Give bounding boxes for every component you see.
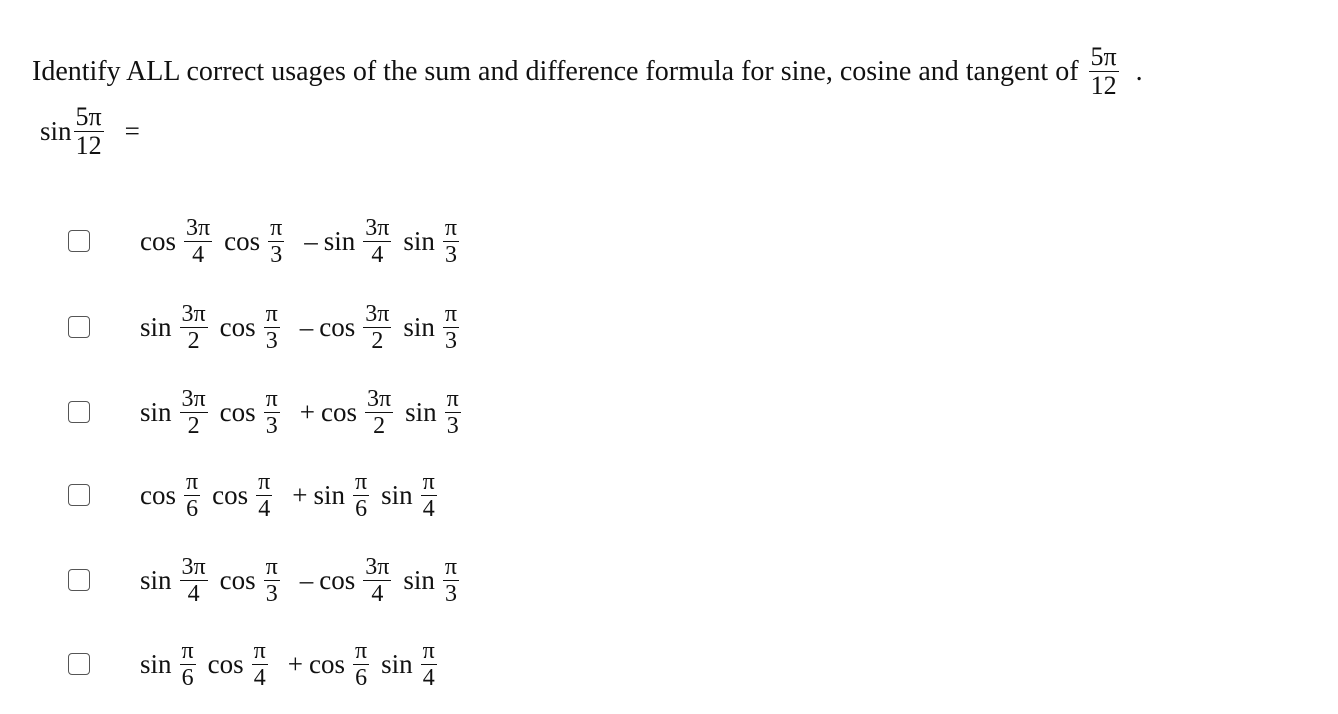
fraction-denominator: 4 bbox=[253, 664, 266, 691]
answer-option[interactable] bbox=[68, 550, 471, 610]
answer-option[interactable] bbox=[68, 211, 471, 271]
fraction-denominator: 3 bbox=[444, 241, 457, 268]
term-angle-fraction bbox=[443, 555, 459, 606]
term-function: sin bbox=[381, 479, 413, 510]
fraction-numerator: 5π bbox=[75, 102, 102, 131]
term-angle-fraction bbox=[443, 216, 459, 267]
term-angle-fraction bbox=[268, 216, 284, 267]
fraction-numerator: π bbox=[444, 214, 458, 241]
term-function: cos bbox=[319, 564, 356, 595]
term-function: sin bbox=[403, 564, 435, 595]
term-function: cos bbox=[321, 396, 357, 427]
answer-option[interactable] bbox=[68, 382, 473, 442]
fraction-denominator: 2 bbox=[373, 412, 386, 439]
fraction-numerator: 3π bbox=[186, 214, 211, 241]
term-function: sin bbox=[140, 564, 172, 595]
fraction-denominator: 4 bbox=[422, 664, 435, 691]
term-angle-fraction bbox=[180, 555, 208, 606]
term-function: cos bbox=[219, 564, 256, 595]
term-angle-fraction bbox=[252, 639, 268, 690]
operator: + bbox=[299, 396, 315, 427]
fraction-denominator: 6 bbox=[355, 495, 368, 522]
term-angle-fraction bbox=[264, 387, 280, 438]
option-expression bbox=[140, 470, 449, 521]
term-angle-fraction bbox=[363, 302, 391, 353]
fraction-denominator: 12 bbox=[75, 131, 102, 160]
fraction-numerator: π bbox=[355, 468, 368, 495]
term-function: sin bbox=[381, 648, 413, 679]
fraction-numerator: 3π bbox=[365, 553, 390, 580]
fraction-denominator: 4 bbox=[187, 580, 200, 607]
term-angle-fraction bbox=[264, 555, 280, 606]
fraction-numerator: π bbox=[181, 637, 194, 664]
fraction-numerator: 3π bbox=[365, 214, 390, 241]
option-checkbox[interactable] bbox=[68, 569, 90, 591]
term-function: cos bbox=[219, 396, 256, 427]
term-function: sin bbox=[403, 311, 435, 342]
fraction-numerator: π bbox=[422, 637, 435, 664]
term-angle-fraction bbox=[180, 387, 208, 438]
lhs-function: sin bbox=[40, 116, 72, 146]
term-function: sin bbox=[405, 396, 437, 427]
term-angle-fraction bbox=[180, 639, 196, 690]
term-angle-fraction bbox=[353, 639, 369, 690]
term-angle-fraction bbox=[264, 302, 280, 353]
fraction-denominator: 4 bbox=[192, 241, 205, 268]
fraction-numerator: π bbox=[265, 553, 278, 580]
fraction-numerator: 3π bbox=[367, 385, 392, 412]
term-function: sin bbox=[403, 225, 435, 256]
fraction-numerator: π bbox=[265, 385, 278, 412]
operator: – bbox=[299, 564, 314, 595]
option-checkbox[interactable] bbox=[68, 484, 90, 506]
fraction-numerator: 3π bbox=[181, 385, 206, 412]
fraction-numerator: π bbox=[186, 468, 199, 495]
term-function: cos bbox=[309, 648, 345, 679]
term-angle-fraction bbox=[180, 302, 208, 353]
term-angle-fraction bbox=[363, 555, 391, 606]
fraction-denominator: 3 bbox=[265, 412, 278, 439]
term-angle-fraction bbox=[363, 216, 391, 267]
term-function: sin bbox=[140, 396, 172, 427]
option-checkbox[interactable] bbox=[68, 401, 90, 423]
fraction-denominator: 4 bbox=[258, 495, 271, 522]
fraction-numerator: 3π bbox=[181, 300, 206, 327]
fraction-numerator: π bbox=[446, 385, 459, 412]
fraction-numerator: π bbox=[258, 468, 271, 495]
option-expression bbox=[140, 555, 471, 606]
fraction-denominator: 6 bbox=[181, 664, 194, 691]
term-function: cos bbox=[319, 311, 356, 342]
fraction-denominator: 4 bbox=[371, 241, 384, 268]
operator: – bbox=[299, 311, 314, 342]
fraction-denominator: 3 bbox=[444, 580, 457, 607]
term-angle-fraction bbox=[353, 470, 369, 521]
fraction-numerator: π bbox=[253, 637, 266, 664]
term-angle-fraction bbox=[184, 470, 200, 521]
term-angle-fraction bbox=[184, 216, 212, 267]
fraction-numerator: π bbox=[265, 300, 278, 327]
option-expression bbox=[140, 216, 471, 267]
term-function: sin bbox=[140, 311, 172, 342]
fraction-denominator: 6 bbox=[355, 664, 368, 691]
term-angle-fraction bbox=[256, 470, 272, 521]
term-function: cos bbox=[212, 479, 249, 510]
term-angle-fraction bbox=[421, 639, 437, 690]
term-function: cos bbox=[224, 225, 261, 256]
option-expression bbox=[140, 387, 473, 438]
fraction-numerator: π bbox=[270, 214, 283, 241]
equals-sign: = bbox=[124, 116, 140, 146]
fraction-denominator: 3 bbox=[270, 241, 283, 268]
term-angle-fraction bbox=[445, 387, 461, 438]
fraction-numerator: 3π bbox=[181, 553, 206, 580]
fraction-numerator: π bbox=[422, 468, 435, 495]
fraction-denominator: 3 bbox=[265, 580, 278, 607]
question-text: Identify ALL correct usages of the sum and difference formula for sine, cosine and tangent of bbox=[32, 55, 1079, 87]
option-checkbox[interactable] bbox=[68, 653, 90, 675]
term-angle-fraction bbox=[365, 387, 393, 438]
fraction-numerator: 5π bbox=[1090, 42, 1117, 71]
term-function: sin bbox=[323, 225, 356, 256]
operator: – bbox=[304, 225, 318, 256]
term-function: cos bbox=[140, 225, 176, 256]
fraction-denominator: 4 bbox=[422, 495, 435, 522]
fraction-denominator: 4 bbox=[371, 580, 384, 607]
term-function: cos bbox=[207, 648, 244, 679]
fraction-denominator: 6 bbox=[186, 495, 199, 522]
answer-option[interactable] bbox=[68, 297, 471, 357]
fraction-denominator: 3 bbox=[265, 327, 278, 354]
answer-option[interactable] bbox=[68, 634, 449, 694]
operator: + bbox=[292, 479, 308, 510]
fraction-numerator: π bbox=[355, 637, 368, 664]
operator: + bbox=[287, 648, 303, 679]
fraction-numerator: π bbox=[444, 553, 458, 580]
fraction-denominator: 3 bbox=[446, 412, 459, 439]
option-checkbox[interactable] bbox=[68, 230, 90, 252]
fraction-numerator: π bbox=[444, 300, 458, 327]
fraction-denominator: 12 bbox=[1090, 71, 1117, 100]
option-expression bbox=[140, 302, 471, 353]
option-expression bbox=[140, 639, 449, 690]
fraction-numerator: 3π bbox=[365, 300, 390, 327]
term-function: cos bbox=[219, 311, 256, 342]
fraction-denominator: 2 bbox=[187, 412, 200, 439]
term-angle-fraction bbox=[443, 302, 459, 353]
term-angle-fraction bbox=[421, 470, 437, 521]
option-checkbox[interactable] bbox=[68, 316, 90, 338]
fraction-denominator: 2 bbox=[371, 327, 384, 354]
answer-option[interactable] bbox=[68, 465, 449, 525]
fraction-denominator: 3 bbox=[444, 327, 457, 354]
term-function: sin bbox=[313, 479, 345, 510]
fraction-denominator: 2 bbox=[187, 327, 200, 354]
term-function: sin bbox=[140, 648, 172, 679]
question-period: . bbox=[1135, 55, 1143, 87]
term-function: cos bbox=[140, 479, 176, 510]
